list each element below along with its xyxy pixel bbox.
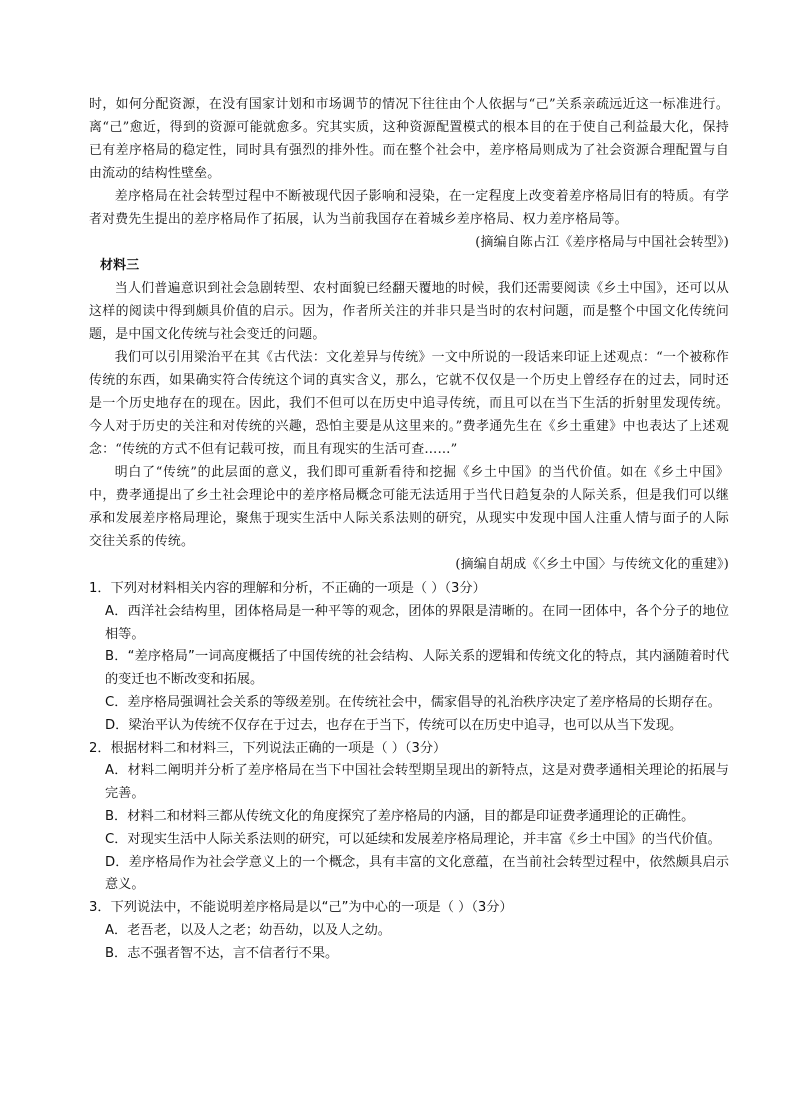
question-2-option-a[interactable]: A．材料二阐明并分析了差序格局在当下中国社会转型期呈现出的新特点，这是对费孝通相关理论的拓展与完善。 [105,763,729,802]
question-3-option-a[interactable]: A．老吾老，以及人之老；幼吾幼，以及人之幼。 [105,922,391,938]
question-1-stem: 1．下列对材料相关内容的理解和分析，不正确的一项是（ ）（3分） [89,581,486,596]
material2-source: (摘编自陈占江《差序格局与中国社会转型》) [475,235,729,250]
material3-paragraph-2: 我们可以引用梁治平在其《古代法：文化差异与传统》一文中所说的一段话来印证上述观点：“一个被称作传统的东西，如果确实符合传统这个词的真实含义，那么，它就不仅仅是一个历史上曾经存在的过去，同时还是一个历史地存在的现在。因此，我们不但可以在历史中追寻传统，而且可以在当下生活的折射里发现传统。今人对于历史的关注和对传统的兴趣，恐怕主要是从这里来的。”费孝通先生在《乡土重建》中也表达了上述观念：“传统的方式不但有记载可按，而且有现实的生活可查……” [89,350,729,457]
material3-heading: 材料三 [100,258,140,273]
material3-paragraph-3: 明白了“传统”的此层面的意义，我们即可重新看待和挖掘《乡土中国》的当代价值。如在《乡土中国》中，费孝通提出了乡土社会理论中的差序格局概念可能无法适用于当代日趋复杂的人际关系，但是我们可以继承和发展差序格局理论，聚焦于现实生活中人际关系法则的研究，从现实中发现中国人注重人情与面子的人际交往关系的传统。 [89,465,729,549]
material-two-continued [89,93,729,254]
question-1-option-d[interactable]: D．梁治平认为传统不仅存在于过去，也存在于当下，传统可以在历史中追寻，也可以从当下发现。 [105,717,683,733]
material-three [89,254,729,576]
question-1-option-c[interactable]: C．差序格局强调社会关系的等级差别。在传统社会中，儒家倡导的礼治秩序决定了差序格局的长期存在。 [105,694,721,710]
question-2-stem: 2．根据材料二和材料三，下列说法正确的一项是（ ）（3分） [89,740,447,756]
material2-paragraph-2: 差序格局在社会转型过程中不断被现代因子影响和浸染，在一定程度上改变着差序格局旧有的特质。有学者对费先生提出的差序格局作了拓展，认为当前我国存在着城乡差序格局、权力差序格局等。 [89,189,729,227]
question-2 [89,738,729,898]
question-list [89,578,729,966]
material3-source: (摘编自胡成《〈乡土中国〉与传统文化的重建》) [455,557,729,572]
question-1 [89,578,729,738]
question-1-option-b[interactable]: B．“差序格局”一词高度概括了中国传统的社会结构、人际关系的逻辑和传统文化的特点，其内涵随着时代的变迁也不断改变和拓展。 [105,649,729,688]
question-3-stem: 3．下列说法中，不能说明差序格局是以“己”为中心的一项是（ ）（3分） [89,900,513,916]
content-column [89,93,729,966]
material2-paragraph-1: 时，如何分配资源，在没有国家计划和市场调节的情况下往往由个人依据与“己”关系亲疏远近这一标准进行。离“己”愈近，得到的资源可能就愈多。究其实质，这种资源配置模式的根本目的在于使自己利益最大化，保持已有差序格局的稳定性，同时具有强烈的排外性。而在整个社会中，差序格局则成为了社会资源合理配置与自由流动的结构性壁垒。 [89,97,729,181]
question-3 [89,897,729,965]
question-2-option-d[interactable]: D．差序格局作为社会学意义上的一个概念，具有丰富的文化意蕴，在当前社会转型过程中，依然颇具启示意义。 [105,854,729,893]
question-3-option-b[interactable]: B．志不强者智不达，言不信者行不果。 [105,945,339,961]
question-1-option-a[interactable]: A．西洋社会结构里，团体格局是一种平等的观念，团体的界限是清晰的。在同一团体中，各个分子的地位相等。 [105,603,729,642]
question-2-option-b[interactable]: B．材料二和材料三都从传统文化的角度探究了差序格局的内涵，目的都是印证费孝通理论的正确性。 [105,808,695,824]
material3-paragraph-1: 当人们普遍意识到社会急剧转型、农村面貌已经翻天覆地的时候，我们还需要阅读《乡土中国》，还可以从这样的阅读中得到颇具价值的启示。因为，作者所关注的并非只是当时的农村问题，而是整个中国文化传统问题，是中国文化传统与社会变迁的问题。 [89,281,729,342]
question-2-option-c[interactable]: C．对现实生活中人际关系法则的研究，可以延续和发展差序格局理论，并丰富《乡土中国》的当代价值。 [105,831,721,847]
